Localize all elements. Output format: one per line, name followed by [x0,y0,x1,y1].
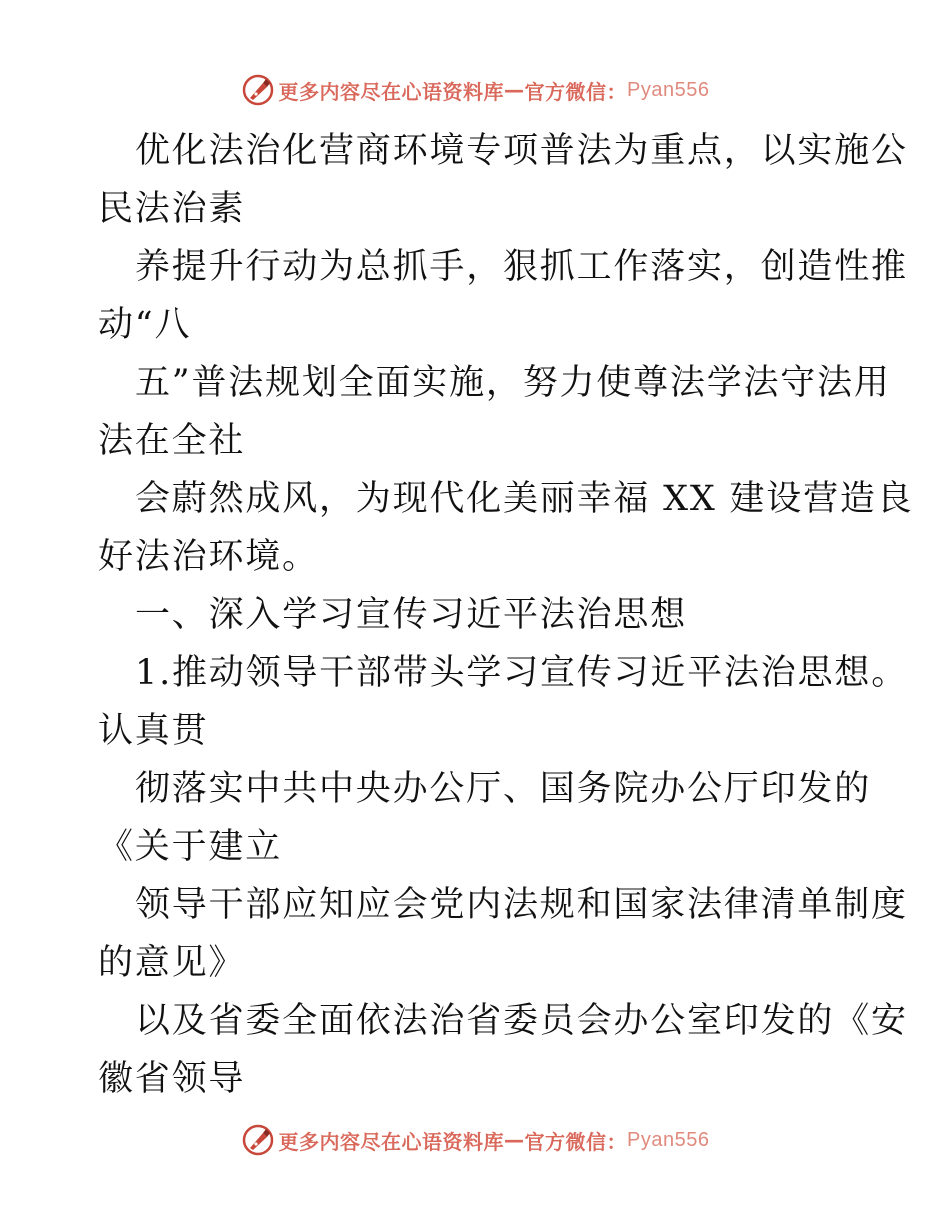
text-line: 《关于建立 [98,827,283,867]
text-line: 1.推动领导干部带头学习宣传习近平法治思想。 [135,653,908,693]
text-line: 养提升行动为总抓手，狠抓工作落实，创造性推 [135,247,908,287]
footer-watermark-banner [0,1120,950,1160]
header-watermark-banner [0,70,950,110]
text-line: 的意见》 [98,943,246,983]
text-line: 五”普法规划全面实施，努力使尊法学法守法用 [135,363,891,403]
footer-wechat-label: 官方微信： [524,1129,628,1154]
text-line: 会蔚然成风，为现代化美丽幸福 XX 建设营造良 [135,479,914,519]
text-line: 民法治素 [98,189,246,229]
footer-site-text: 更多内容尽在心语资料库 [278,1129,505,1154]
text-line: 以及省委全面依法治省委员会办公室印发的《安 [135,1001,908,1041]
header-dash: — [504,78,525,102]
section-heading: 一、深入学习宣传习近平法治思想 [135,595,688,635]
header-wechat-id: Pyan556 [627,78,710,101]
text-line: 认真贯 [98,711,209,751]
text-line: 领导干部应知应会党内法规和国家法律清单制度 [135,885,908,925]
text-line: 优化法治化营商环境专项普法为重点，以实施公 [135,131,908,171]
text-line: 彻落实中共中央办公厅、国务院办公厅印发的 [135,769,872,809]
pen-nib-logo-icon [241,1123,275,1157]
document-body [98,122,914,1108]
header-wechat-label: 官方微信： [524,79,628,104]
pen-nib-logo-icon [241,73,275,107]
text-line: 好法治环境。 [98,537,319,577]
footer-dash: — [504,1128,525,1152]
header-site-text: 更多内容尽在心语资料库 [278,79,505,104]
text-line: 动“八 [98,305,192,345]
text-line: 法在全社 [98,421,246,461]
footer-wechat-id: Pyan556 [627,1128,710,1151]
text-line: 徽省领导 [98,1059,246,1099]
